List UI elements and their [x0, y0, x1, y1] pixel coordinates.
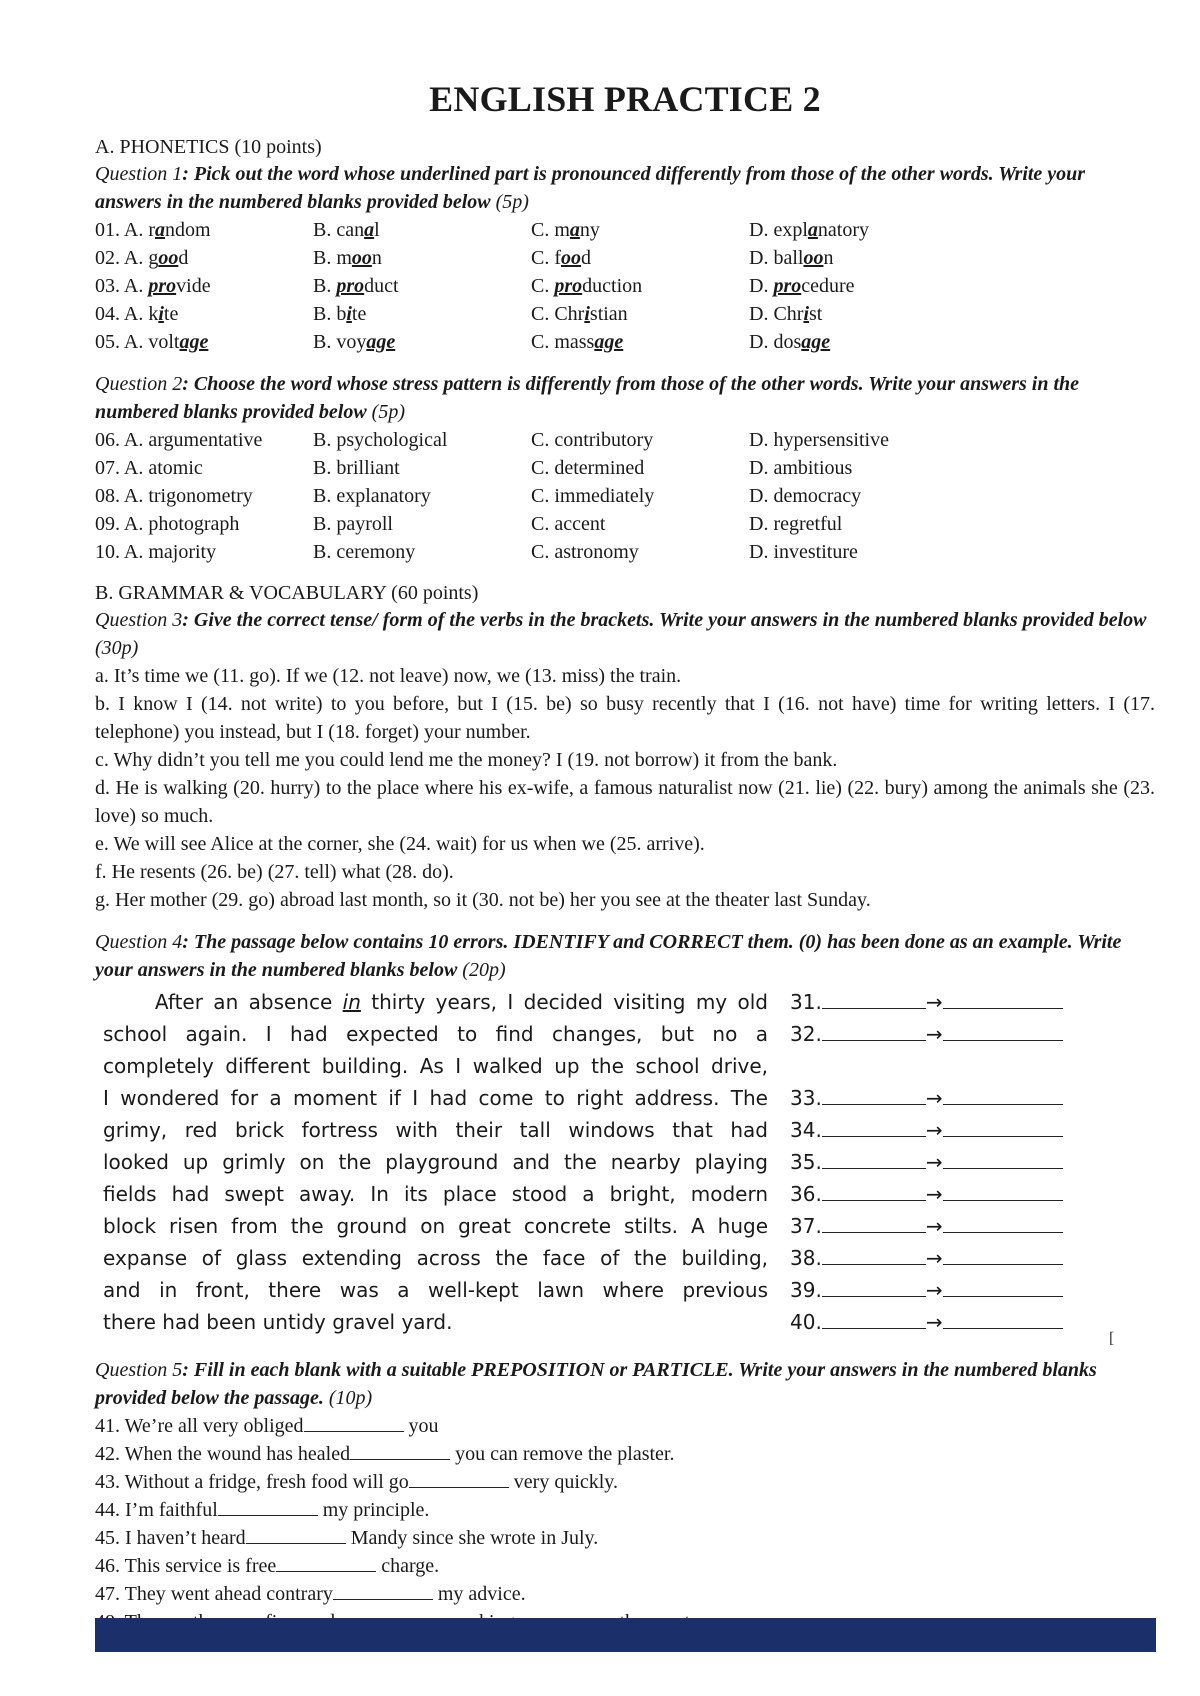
q3-label: Question 3: [95, 609, 183, 631]
example-error-word: in: [342, 990, 361, 1014]
passage-line: block risen from the ground on great concrete stilts. A huge: [103, 1214, 768, 1238]
question-2-options: [95, 426, 1155, 566]
underlined-sound: pro: [773, 275, 802, 297]
q2-points: (5p): [366, 401, 405, 423]
q3-colon: :: [182, 609, 194, 631]
option-row: [95, 272, 1155, 300]
page-title: ENGLISH PRACTICE 2: [429, 79, 821, 119]
option: B. explanatory: [313, 485, 431, 507]
question-4-body: [95, 986, 1155, 1338]
question-1-options: [95, 216, 1155, 356]
error-blank: [822, 1310, 926, 1329]
correction-blank: [943, 1278, 1063, 1297]
answer-number: 39.: [790, 1278, 822, 1302]
option: D. ambitious: [749, 457, 853, 479]
q2-label: Question 2: [95, 373, 183, 395]
option: C. many: [531, 219, 600, 241]
passage-line: grimy, red brick fortress with their tall windows that had: [103, 1118, 768, 1142]
option: D. regretful: [749, 513, 843, 535]
verb-sentence: e. We will see Alice at the corner, she (24. wait) for us when we (25. arrive).: [95, 833, 705, 855]
error-blank: [822, 1278, 926, 1297]
q4-label: Question 4: [95, 931, 183, 953]
answer-blank: [304, 1415, 404, 1432]
option: D. Christ: [749, 303, 823, 325]
option: D. balloon: [749, 247, 834, 269]
error-blank: [822, 1022, 926, 1041]
answer-number: 32.: [790, 1022, 822, 1046]
passage-line: there had been untidy gravel yard.: [103, 1310, 453, 1334]
q3-points: (30p): [95, 637, 139, 659]
answer-blank: [218, 1499, 318, 1516]
correction-blank: [943, 990, 1063, 1009]
passage-line: and in front, there was a well-kept lawn where previous: [103, 1278, 768, 1302]
q5-colon: :: [182, 1359, 194, 1381]
answer-blank-row: [790, 1018, 1063, 1050]
answer-blank-row: [790, 1114, 1063, 1146]
option: 07. A. atomic: [95, 457, 203, 479]
arrow-icon: →: [925, 1118, 943, 1142]
option: B. psychological: [313, 429, 448, 451]
correction-blank: [943, 1246, 1063, 1265]
passage-line: [103, 986, 768, 1018]
q5-points: (10p): [323, 1387, 373, 1409]
underlined-sound: age: [366, 331, 396, 353]
q2-colon: :: [182, 373, 194, 395]
passage-line: completely different building. As I walked up the school drive,: [103, 1054, 768, 1078]
option: C. determined: [531, 457, 645, 479]
question-3-sentences: [95, 662, 1155, 914]
passage-line: school again. I had expected to find changes, but no a: [103, 1022, 768, 1046]
correction-blank: [943, 1214, 1063, 1233]
option: C. massage: [531, 331, 624, 353]
q4-colon: :: [182, 931, 194, 953]
underlined-sound: i: [803, 303, 810, 325]
option: B. voyage: [313, 331, 396, 353]
q1-points: (5p): [490, 191, 529, 213]
answer-number: 34.: [790, 1118, 822, 1142]
underlined-sound: a: [364, 219, 375, 241]
underlined-sound: i: [584, 303, 590, 325]
option: 05. A. voltage: [95, 331, 209, 353]
error-blank: [822, 1150, 926, 1169]
q1-instruction: Pick out the word whose underlined part is pronounced differently from those of the other words. Write your answers in the numbered blanks provided below: [95, 163, 1086, 213]
arrow-icon: →: [925, 1246, 943, 1270]
option: 04. A. kite: [95, 303, 179, 325]
passage-line: I wondered for a moment if I had come to right address. The: [103, 1086, 768, 1110]
section-b-heading: B. GRAMMAR & VOCABULARY (60 points): [95, 582, 479, 604]
answer-number: 38.: [790, 1246, 822, 1270]
q1-label: Question 1: [95, 163, 183, 185]
arrow-icon: →: [925, 990, 943, 1014]
arrow-icon: →: [925, 1022, 943, 1046]
option: B. ceremony: [313, 541, 416, 563]
question-4-prompt: [95, 928, 1155, 984]
option: B. canal: [313, 219, 380, 241]
fill-in-item: 42. When the wound has healed you can remove the plaster.: [95, 1443, 675, 1465]
q2-instruction: Choose the word whose stress pattern is differently from those of the other words. Write your answers in the numbered blanks provided below: [95, 373, 1080, 423]
fill-in-item: 41. We’re all very obliged you: [95, 1415, 439, 1437]
question-2-prompt: [95, 370, 1155, 426]
answer-number: 36.: [790, 1182, 822, 1206]
answer-number: 35.: [790, 1150, 822, 1174]
option: C. accent: [531, 513, 606, 535]
error-blank: [822, 1246, 926, 1265]
underlined-sound: oo: [351, 247, 372, 269]
option: 01. A. random: [95, 219, 211, 241]
correction-blank: [943, 1118, 1063, 1137]
q1-colon: :: [182, 163, 194, 185]
arrow-icon: →: [925, 1150, 943, 1174]
option: B. payroll: [313, 513, 393, 535]
option-row: [95, 300, 1155, 328]
answer-blank-row: [790, 1242, 1063, 1274]
option: B. moon: [313, 247, 382, 269]
fill-in-item: 43. Without a fridge, fresh food will go very quickly.: [95, 1471, 619, 1493]
passage-line: expanse of glass extending across the face of the building,: [103, 1246, 768, 1270]
question-1-prompt: [95, 160, 1155, 216]
error-blank: [822, 1118, 926, 1137]
underlined-sound: i: [346, 303, 352, 325]
option: 09. A. photograph: [95, 513, 240, 535]
arrow-icon: →: [925, 1182, 943, 1206]
q5-label: Question 5: [95, 1359, 183, 1381]
arrow-icon: →: [925, 1214, 943, 1238]
fill-in-item: 46. This service is free charge.: [95, 1555, 440, 1577]
fill-in-item: 47. They went ahead contrary my advice.: [95, 1583, 526, 1605]
option: 06. A. argumentative: [95, 429, 263, 451]
option: C. astronomy: [531, 541, 639, 563]
option: D. hypersensitive: [749, 429, 889, 451]
underlined-sound: pro: [148, 275, 177, 297]
option-row: [95, 538, 1155, 566]
option: B. product: [313, 275, 399, 297]
q3-instruction: Give the correct tense/ form of the verbs in the brackets. Write your answers in the numbered blanks provided below: [193, 609, 1147, 631]
correction-blank: [943, 1022, 1063, 1041]
bracket-mark: [: [1109, 1330, 1115, 1347]
passage-text: After an absence: [154, 990, 343, 1014]
answer-blank-row: [790, 1306, 1063, 1338]
verb-sentence: g. Her mother (29. go) abroad last month, so it (30. not be) her you see at the theater last Sunday.: [95, 889, 871, 911]
answer-blank: [350, 1443, 450, 1460]
error-blank: [822, 1086, 926, 1105]
option: C. production: [531, 275, 643, 297]
worksheet-page: [95, 70, 1155, 1636]
answer-blank-row: [790, 1146, 1063, 1178]
question-5-prompt: [95, 1356, 1155, 1412]
option-row: [95, 482, 1155, 510]
option: C. immediately: [531, 485, 655, 507]
answer-number: 33.: [790, 1086, 822, 1110]
answer-blank: [276, 1555, 376, 1572]
passage-line: fields had swept away. In its place stood a bright, modern: [103, 1182, 768, 1206]
option-row: [95, 454, 1155, 482]
option-row: [95, 216, 1155, 244]
error-blank: [822, 990, 926, 1009]
underlined-sound: age: [801, 331, 831, 353]
error-passage: [95, 986, 768, 1338]
footer-bar: [95, 1618, 1156, 1652]
option: D. democracy: [749, 485, 862, 507]
option: C. Christian: [531, 303, 628, 325]
correction-answer-blanks: [790, 986, 1063, 1338]
passage-lines: [103, 1018, 768, 1338]
answer-spacer: [790, 1050, 1063, 1082]
option-row: [95, 426, 1155, 454]
underlined-sound: oo: [158, 247, 179, 269]
correction-blank: [943, 1182, 1063, 1201]
answer-blank: [333, 1583, 433, 1600]
arrow-icon: →: [925, 1310, 943, 1334]
error-blank: [822, 1214, 926, 1233]
option: D. procedure: [749, 275, 855, 297]
question-3-prompt: [95, 606, 1155, 662]
option: 08. A. trigonometry: [95, 485, 253, 507]
underlined-sound: a: [569, 219, 580, 241]
verb-sentence: d. He is walking (20. hurry) to the place where his ex-wife, a famous naturalist now (21. lie) (22. bury) among the animals she (23. love) so much.: [95, 777, 1155, 827]
arrow-icon: →: [925, 1086, 943, 1110]
answer-blank-row: [790, 1178, 1063, 1210]
correction-blank: [943, 1310, 1063, 1329]
option: D. dosage: [749, 331, 831, 353]
verb-sentence: a. It’s time we (11. go). If we (12. not leave) now, we (13. miss) the train.: [95, 665, 682, 687]
question-5-items: [95, 1412, 1155, 1636]
answer-number: 37.: [790, 1214, 822, 1238]
underlined-sound: age: [179, 331, 209, 353]
option: 10. A. majority: [95, 541, 217, 563]
q5-instruction: Fill in each blank with a suitable PREPOSITION or PARTICLE. Write your answers in the numbered blanks provided below the passage.: [95, 1359, 1097, 1409]
option-row: [95, 328, 1155, 356]
fill-in-item: 45. I haven’t heard Mandy since she wrote in July.: [95, 1527, 599, 1549]
section-a-heading: A. PHONETICS (10 points): [95, 136, 322, 158]
option-row: [95, 510, 1155, 538]
underlined-sound: a: [155, 219, 166, 241]
verb-sentence: c. Why didn’t you tell me you could lend me the money? I (19. not borrow) it from the bank.: [95, 749, 838, 771]
q4-points: (20p): [457, 959, 506, 981]
option: C. food: [531, 247, 591, 269]
underlined-sound: pro: [554, 275, 583, 297]
fill-in-item: 44. I’m faithful my principle.: [95, 1499, 430, 1521]
option-row: [95, 244, 1155, 272]
answer-blank: [246, 1527, 346, 1544]
underlined-sound: oo: [803, 247, 824, 269]
answer-blank-row: [790, 1210, 1063, 1242]
answer-blank-row: [790, 1082, 1063, 1114]
passage-line: looked up grimly on the playground and the nearby playing: [103, 1150, 768, 1174]
passage-text: thirty years, I decided visiting my old: [360, 990, 769, 1014]
answer-number: 40.: [790, 1310, 822, 1334]
option: B. brilliant: [313, 457, 400, 479]
error-blank: [822, 1182, 926, 1201]
answer-blank-row: [790, 1274, 1063, 1306]
option: D. explanatory: [749, 219, 869, 241]
underlined-sound: a: [807, 219, 818, 241]
option: 03. A. provide: [95, 275, 211, 297]
underlined-sound: age: [594, 331, 624, 353]
verb-sentence: b. I know I (14. not write) to you before, but I (15. be) so busy recently that I (16. not have) time for writing letters. I (17. telephone) you instead, but I (18. forget) your number.: [95, 693, 1155, 743]
option: C. contributory: [531, 429, 654, 451]
correction-blank: [943, 1086, 1063, 1105]
answer-blank: [409, 1471, 509, 1488]
answer-blank-row: [790, 986, 1063, 1018]
answer-number: 31.: [790, 990, 822, 1014]
option: D. investiture: [749, 541, 858, 563]
verb-sentence: f. He resents (26. be) (27. tell) what (28. do).: [95, 861, 454, 883]
underlined-sound: pro: [336, 275, 365, 297]
q4-instruction: The passage below contains 10 errors. IDENTIFY and CORRECT them. (0) has been done as an example. Write your answers in the numbered blanks below: [95, 931, 1122, 981]
option: B. bite: [313, 303, 367, 325]
underlined-sound: i: [158, 303, 164, 325]
arrow-icon: →: [925, 1278, 943, 1302]
option: 02. A. good: [95, 247, 189, 269]
correction-blank: [943, 1150, 1063, 1169]
underlined-sound: oo: [561, 247, 581, 269]
